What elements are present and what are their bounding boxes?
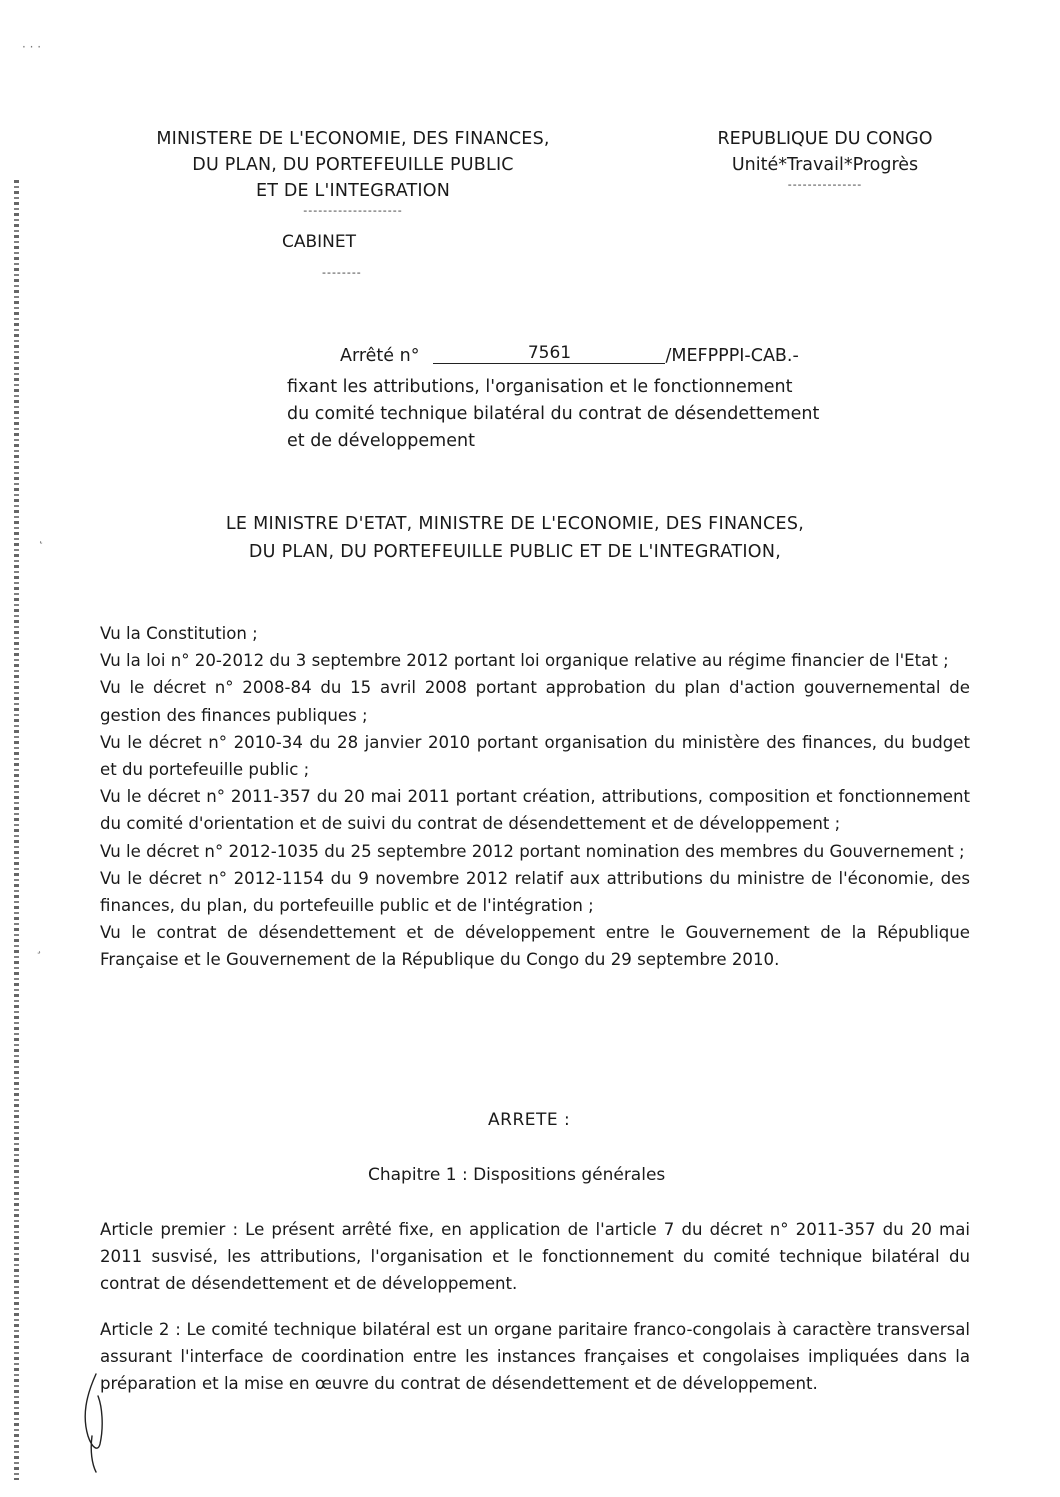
ministry-header xyxy=(108,126,598,218)
chapter-heading: Chapitre 1 : Dispositions générales xyxy=(368,1165,666,1185)
visa-item: Vu le décret n° 2008-84 du 15 avril 2008 portant approbation du plan d'action gouvernemental de gestion des finances publiques ; xyxy=(100,678,970,725)
visa-item: Vu la Constitution ; xyxy=(100,624,258,643)
handwritten-initial-mark xyxy=(78,1366,118,1476)
visa-item: Vu le décret n° 2012-1035 du 25 septembre 2012 portant nomination des membres du Gouvernement ; xyxy=(100,841,965,861)
visa-item: Vu le décret n° 2012-1154 du 9 novembre 2012 relatif aux attributions du ministre de l'économie, des finances, du plan, du portefeuille public et de l'intégration ; xyxy=(100,868,970,916)
ministry-line: DU PLAN, DU PORTEFEUILLE PUBLIC xyxy=(192,155,514,175)
decree-reference xyxy=(340,343,799,367)
subject-line: du comité technique bilatéral du contrat de désendettement xyxy=(287,404,820,424)
article-paragraph: Article 2 : Le comité technique bilatéral est un organe paritaire franco-congolais à caractère transversal assurant l'interface de coordination entre les instances françaises et congolaises impliquées dans la préparation et la mise en œuvre du contrat de désendettement et de développement. xyxy=(100,1319,970,1394)
legal-references xyxy=(100,620,970,974)
visa-item: Vu le décret n° 2010-34 du 28 janvier 2010 portant organisation du ministère des finances, du budget et du portefeuille public ; xyxy=(100,732,970,780)
arrete-heading: ARRETE : xyxy=(488,1110,571,1130)
scan-speck: · · · xyxy=(22,40,42,54)
minister-title xyxy=(120,510,910,566)
ministry-line: MINISTERE DE L'ECONOMIE, DES FINANCES, xyxy=(156,129,550,149)
scan-speck: ¸ xyxy=(36,940,42,954)
subject-line: et de développement xyxy=(287,431,475,451)
republic-name: REPUBLIQUE DU CONGO xyxy=(717,129,933,149)
ministry-separator: -------------------- xyxy=(303,204,403,217)
republic-header xyxy=(690,126,960,192)
decree-prefix: Arrêté n° xyxy=(340,346,420,366)
cabinet-separator: -------- xyxy=(322,266,362,279)
articles xyxy=(100,1216,970,1415)
cabinet-label: CABINET xyxy=(282,232,357,252)
minister-line: DU PLAN, DU PORTEFEUILLE PUBLIC ET DE L'INTEGRATION, xyxy=(248,542,782,562)
visa-item: Vu le décret n° 2011-357 du 20 mai 2011 portant création, attributions, composition et fonctionnement du comité d'orientation et de suivi du contrat de désendettement et de développement ; xyxy=(100,787,970,834)
scan-binding-edge xyxy=(14,180,19,1480)
visa-item: Vu le contrat de désendettement et de développement entre le Gouvernement de la République Française et le Gouvernement de la République du Congo du 29 septembre 2010. xyxy=(100,923,970,970)
decree-suffix: /MEFPPPI-CAB.- xyxy=(665,346,799,366)
ministry-line: ET DE L'INTEGRATION xyxy=(255,181,451,201)
republic-separator: --------------- xyxy=(787,178,863,191)
republic-motto: Unité*Travail*Progrès xyxy=(731,155,919,175)
article-paragraph: Article premier : Le présent arrêté fixe, en application de l'article 7 du décret n° 2011-357 du 20 mai 2011 susvisé, les attributions, l'organisation et le fonctionnement du comité technique bilatéral du contrat de désendettement et de développement. xyxy=(100,1220,970,1294)
subject-line: fixant les attributions, l'organisation et le fonctionnement xyxy=(287,377,793,397)
decree-number: 7561 xyxy=(433,343,665,364)
minister-line: LE MINISTRE D'ETAT, MINISTRE DE L'ECONOMIE, DES FINANCES, xyxy=(225,514,805,534)
scan-speck: ˛ xyxy=(38,530,44,544)
decree-subject xyxy=(287,374,819,455)
visa-item: Vu la loi n° 20-2012 du 3 septembre 2012 portant loi organique relative au régime financier de l'Etat ; xyxy=(100,651,949,671)
